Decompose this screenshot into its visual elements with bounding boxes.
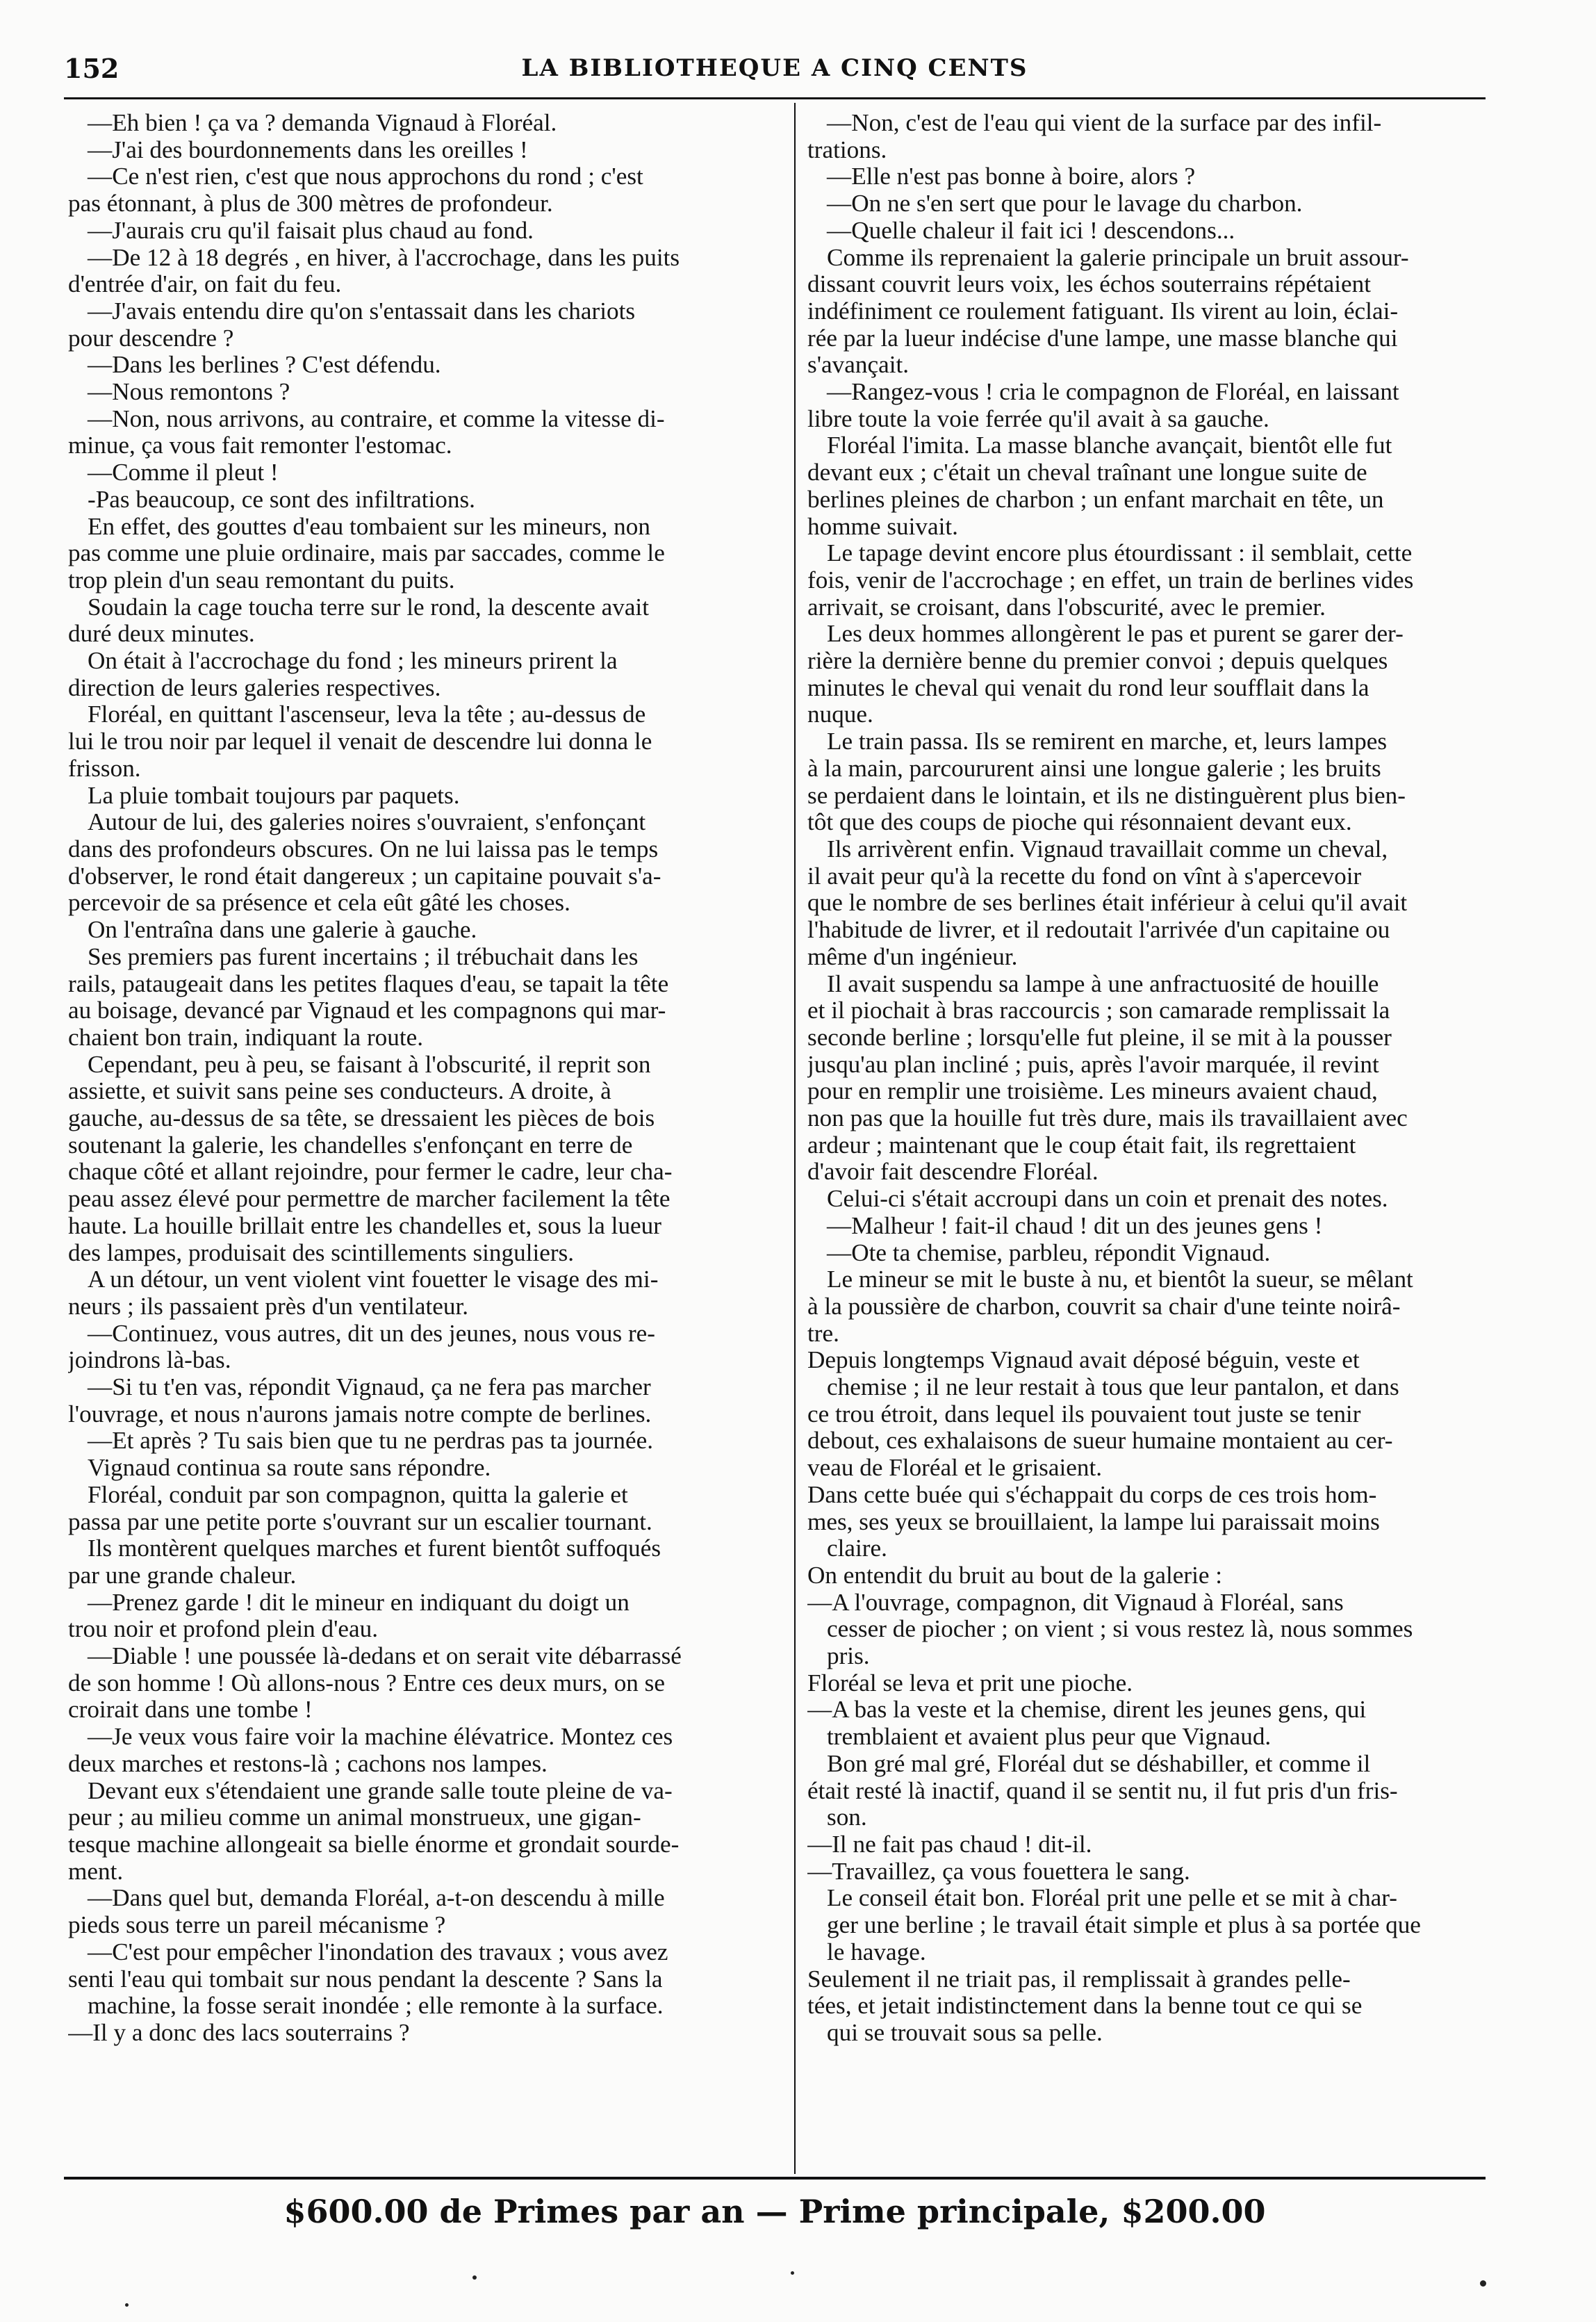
text-line: le havage. (827, 1938, 926, 1965)
text-line: —Continuez, vous autres, dit un des jeunes, nous vous re- (88, 1320, 656, 1347)
right-text-column (807, 110, 1527, 2170)
text-line: l'ouvrage, et nous n'aurons jamais notre compte de berlines. (68, 1400, 652, 1428)
text-line: Les deux hommes allongèrent le pas et purent se garer der- (827, 621, 1404, 648)
text-line: ment. (68, 1858, 124, 1885)
text-line: chaient bon train, indiquant la route. (68, 1024, 424, 1051)
text-line: tôt que des coups de pioche qui résonnaient devant eux. (807, 809, 1352, 836)
text-line: Vignaud continua sa route sans répondre. (88, 1455, 491, 1482)
text-line: chemise ; il ne leur restait à tous que leur pantalon, et dans (827, 1374, 1399, 1401)
text-line: ce trou étroit, dans lequel ils pouvaient tout juste se tenir (807, 1400, 1361, 1428)
text-line: jusqu'au plan incliné ; puis, après l'avoir marquée, il revint (807, 1051, 1379, 1078)
left-text-column (68, 110, 788, 2170)
text-line: Depuis longtemps Vignaud avait déposé béguin, veste et (807, 1347, 1360, 1374)
text-line: La pluie tombait toujours par paquets. (88, 782, 460, 809)
text-line: dissant couvrit leurs voix, les échos souterrains répétaient (807, 271, 1372, 298)
text-line: Bon gré mal gré, Floréal dut se déshabiller, et comme il (827, 1750, 1371, 1777)
text-line: même d'un ingénieur. (807, 943, 1018, 970)
text-line: —Dans les berlines ? C'est défendu. (88, 352, 441, 379)
text-line: —Non, c'est de l'eau qui vient de la surface par des infil- (827, 110, 1382, 136)
text-line: pas comme une pluie ordinaire, mais par saccades, comme le (68, 540, 665, 567)
text-line: de son homme ! Où allons-nous ? Entre ces deux murs, on se (68, 1669, 665, 1696)
text-line: passa par une petite porte s'ouvrant sur un escalier tournant. (68, 1508, 652, 1535)
text-line: -Pas beaucoup, ce sont des infiltrations. (88, 486, 475, 513)
text-line: frisson. (68, 755, 141, 782)
text-line: Dans cette buée qui s'échappait du corps de ces trois hom- (807, 1481, 1377, 1508)
text-line: —Dans quel but, demanda Floréal, a-t-on descendu à mille (88, 1885, 665, 1912)
text-line: libre toute la voie ferrée qu'il avait à sa gauche. (807, 405, 1269, 432)
text-line: d'avoir fait descendre Floréal. (807, 1159, 1099, 1186)
text-line: que le nombre de ses berlines était inférieur à celui qu'il avait (807, 890, 1408, 917)
text-line: joindrons là-bas. (68, 1347, 231, 1374)
text-line: —Et après ? Tu sais bien que tu ne perdras pas ta journée. (88, 1428, 654, 1455)
text-line: Il avait suspendu sa lampe à une anfractuosité de houille (827, 970, 1379, 997)
text-line: Devant eux s'étendaient une grande salle toute pleine de va- (88, 1777, 673, 1804)
text-line: ger une berline ; le travail était simple et plus à sa portée que (827, 1912, 1421, 1939)
text-line: dans des profondeurs obscures. On ne lui laissa pas le temps (68, 835, 659, 862)
text-line: pour en remplir une troisième. Les mineurs avaient chaud, (807, 1078, 1378, 1105)
text-line: minue, ça vous fait remonter l'estomac. (68, 432, 452, 459)
text-line: l'habitude de livrer, et il redoutait l'arrivée d'un capitaine ou (807, 917, 1390, 944)
print-speck (1480, 2280, 1486, 2287)
text-line: trop plein d'un seau remontant du puits. (68, 566, 455, 594)
text-line: devant eux ; c'était un cheval traînant une longue suite de (807, 459, 1367, 487)
footer-rule (64, 2177, 1486, 2180)
text-line: machine, la fosse serait inondée ; elle remonte à la surface. (88, 1993, 664, 2020)
text-line: se perdaient dans le lointain, et ils ne distinguèrent plus bien- (807, 782, 1406, 809)
text-line: cesser de piocher ; on vient ; si vous restez là, nous sommes (827, 1616, 1413, 1643)
text-line: On l'entraîna dans une galerie à gauche. (88, 917, 477, 944)
text-line: arrivait, se croisant, dans l'obscurité, avec le premier. (807, 594, 1326, 621)
text-line: indéfiniment ce roulement fatiguant. Ils virent au loin, éclai- (807, 297, 1399, 325)
text-line: au boisage, devancé par Vignaud et les compagnons qui mar- (68, 997, 666, 1024)
text-line: Ses premiers pas furent incertains ; il trébuchait dans les (88, 943, 639, 970)
text-line: —J'avais entendu dire qu'on s'entassait dans les chariots (88, 297, 636, 325)
text-line: tées, et jetait indistinctement dans la benne tout ce qui se (807, 1993, 1363, 2020)
text-line: —Il y a donc des lacs souterrains ? (68, 2019, 410, 2046)
text-line: —Eh bien ! ça va ? demanda Vignaud à Floréal. (88, 110, 557, 136)
text-line: minutes le cheval qui venait du rond leur soufflait dans la (807, 674, 1369, 701)
text-line: —Elle n'est pas bonne à boire, alors ? (827, 163, 1196, 190)
text-line: —Quelle chaleur il fait ici ! descendons... (827, 217, 1235, 244)
text-line: duré deux minutes. (68, 621, 255, 648)
text-line: qui se trouvait sous sa pelle. (827, 2019, 1103, 2046)
text-line: pour descendre ? (68, 325, 234, 352)
text-line: —Ce n'est rien, c'est que nous approchons du rond ; c'est (88, 163, 643, 190)
text-line: —Si tu t'en vas, répondit Vignaud, ça ne fera pas marcher (88, 1374, 651, 1401)
text-line: Le mineur se mit le buste à nu, et bientôt la sueur, se mêlant (827, 1266, 1413, 1293)
text-line: Floréal, conduit par son compagnon, quitta la galerie et (88, 1481, 628, 1508)
text-line: deux marches et restons-là ; cachons nos lampes. (68, 1750, 548, 1777)
text-line: il avait peur qu'à la recette du fond on vînt à s'apercevoir (807, 862, 1362, 890)
text-line: pas étonnant, à plus de 300 mètres de profondeur. (68, 190, 553, 218)
text-line: à la main, parcoururent ainsi une longue galerie ; les bruits (807, 755, 1381, 782)
text-line: Floréal, en quittant l'ascenseur, leva la tête ; au-dessus de (88, 701, 646, 728)
text-line: Floréal l'imita. La masse blanche avançait, bientôt elle fut (827, 432, 1392, 459)
text-line: rails, pataugeait dans les petites flaques d'eau, se tapait la tête (68, 970, 669, 997)
text-line: croirait dans une tombe ! (68, 1696, 313, 1724)
page-header (64, 50, 1486, 96)
header-rule (64, 97, 1486, 99)
text-line: d'entrée d'air, on fait du feu. (68, 271, 342, 298)
text-line: —C'est pour empêcher l'inondation des travaux ; vous avez (88, 1938, 668, 1965)
text-line: soutenant la galerie, les chandelles s'enfonçant en terre de (68, 1131, 633, 1159)
column-divider (794, 103, 796, 2174)
text-line: seconde berline ; lorsqu'elle fut pleine, il se mit à la pousser (807, 1024, 1392, 1051)
text-line: tremblaient et avaient plus peur que Vignaud. (827, 1724, 1272, 1751)
text-line: Le conseil était bon. Floréal prit une pelle et se mit à char- (827, 1885, 1398, 1912)
text-line: En effet, des gouttes d'eau tombaient sur les mineurs, non (88, 513, 650, 540)
text-line: —Rangez-vous ! cria le compagnon de Floréal, en laissant (827, 379, 1399, 406)
text-line: —Diable ! une poussée là-dedans et on serait vite débarrassé (88, 1643, 682, 1670)
text-line: percevoir de sa présence et cela eût gâté les choses. (68, 890, 570, 917)
text-line: pieds sous terre un pareil mécanisme ? (68, 1912, 446, 1939)
text-line: —J'aurais cru qu'il faisait plus chaud au fond. (88, 217, 534, 244)
text-line: senti l'eau qui tombait sur nous pendant la descente ? Sans la (68, 1965, 663, 1993)
text-line: ardeur ; maintenant que le coup était fait, ils regrettaient (807, 1131, 1356, 1159)
text-line: —Nous remontons ? (88, 379, 290, 406)
text-line: gauche, au-dessus de sa tête, se dressaient les pièces de bois (68, 1105, 655, 1132)
text-line: rée par la lueur indécise d'une lampe, une masse blanche qui (807, 325, 1398, 352)
text-line: des lampes, produisait des scintillements singuliers. (68, 1239, 575, 1266)
text-line: tesque machine allongeait sa bielle énorme et grondait sourde- (68, 1831, 680, 1858)
text-line: et il piochait à bras raccourcis ; son camarade remplissait la (807, 997, 1390, 1024)
text-line: A un détour, un vent violent vint fouetter le visage des mi- (88, 1266, 659, 1293)
print-speck (125, 2303, 129, 2307)
text-line: —On ne s'en sert que pour le lavage du charbon. (827, 190, 1303, 218)
text-line: Soudain la cage toucha terre sur le rond, la descente avait (88, 594, 649, 621)
text-line: mes, ses yeux se brouillaient, la lampe lui paraissait moins (807, 1508, 1380, 1535)
text-line: haute. La houille brillait entre les chandelles et, sous la lueur (68, 1212, 661, 1239)
text-line: —Non, nous arrivons, au contraire, et comme la vitesse di- (88, 405, 665, 432)
text-line: fois, venir de l'accrochage ; en effet, un train de berlines vides (807, 566, 1414, 594)
text-line: assiette, et suivit sans peine ses conducteurs. A droite, à (68, 1078, 611, 1105)
print-speck (791, 2271, 794, 2275)
text-line: Comme ils reprenaient la galerie principale un bruit assour- (827, 244, 1409, 271)
page-number: 152 (64, 53, 120, 84)
text-line: par une grande chaleur. (68, 1562, 297, 1589)
text-line: —Comme il pleut ! (88, 459, 279, 487)
text-line: Autour de lui, des galeries noires s'ouvraient, s'enfonçant (88, 809, 646, 836)
text-line: chaque côté et allant rejoindre, pour fermer le cadre, leur cha- (68, 1159, 673, 1186)
text-line: à la poussière de charbon, couvrit sa chair d'une teinte noirâ- (807, 1293, 1401, 1320)
text-line: direction de leurs galeries respectives. (68, 674, 441, 701)
text-line: —Ote ta chemise, parbleu, répondit Vignaud. (827, 1239, 1271, 1266)
text-line: Floréal se leva et prit une pioche. (807, 1669, 1133, 1696)
text-line: —Malheur ! fait-il chaud ! dit un des jeunes gens ! (827, 1212, 1323, 1239)
text-line: Ils montèrent quelques marches et furent bientôt suffoqués (88, 1535, 661, 1562)
running-title: LA BIBLIOTHEQUE A CINQ CENTS (521, 54, 1028, 82)
footer-banner: $600.00 de Primes par an — Prime principale, $200.00 (283, 2193, 1266, 2230)
text-line: son. (827, 1804, 867, 1831)
text-line: —A l'ouvrage, compagnon, dit Vignaud à Floréal, sans (807, 1589, 1344, 1616)
text-line: homme suivait. (807, 513, 958, 540)
text-line: Le train passa. Ils se remirent en marche, et, leurs lampes (827, 728, 1388, 755)
text-line: pris. (827, 1643, 870, 1670)
text-line: trations. (807, 136, 887, 163)
text-line: veau de Floréal et le grisaient. (807, 1455, 1103, 1482)
text-line: lui le trou noir par lequel il venait de descendre lui donna le (68, 728, 652, 755)
text-line: claire. (827, 1535, 887, 1562)
text-line: —De 12 à 18 degrés , en hiver, à l'accrochage, dans les puits (88, 244, 680, 271)
text-line: trou noir et profond plein d'eau. (68, 1616, 379, 1643)
text-line: d'observer, le rond était dangereux ; un capitaine pouvait s'a- (68, 862, 661, 890)
text-line: —J'ai des bourdonnements dans les oreilles ! (88, 136, 528, 163)
print-speck (472, 2275, 477, 2280)
text-line: était resté là inactif, quand il se sentit nu, il fut pris d'un fris- (807, 1777, 1398, 1804)
text-line: berlines pleines de charbon ; un enfant marchait en tête, un (807, 486, 1384, 513)
text-line: —Prenez garde ! dit le mineur en indiquant du doigt un (88, 1589, 630, 1616)
text-line: —Il ne fait pas chaud ! dit-il. (807, 1831, 1092, 1858)
text-line: Ils arrivèrent enfin. Vignaud travaillait comme un cheval, (827, 835, 1388, 862)
text-line: non pas que la houille fut très dure, mais ils travaillaient avec (807, 1105, 1408, 1132)
text-line: peau assez élevé pour permettre de marcher facilement la tête (68, 1186, 671, 1213)
text-line: —A bas la veste et la chemise, dirent les jeunes gens, qui (807, 1696, 1367, 1724)
text-line: tre. (807, 1320, 839, 1347)
text-line: Seulement il ne triait pas, il remplissait à grandes pelle- (807, 1965, 1351, 1993)
text-line: On était à l'accrochage du fond ; les mineurs prirent la (88, 648, 618, 675)
text-line: s'avançait. (807, 352, 910, 379)
text-line: Le tapage devint encore plus étourdissant : il semblait, cette (827, 540, 1413, 567)
text-line: —Je veux vous faire voir la machine élévatrice. Montez ces (88, 1724, 673, 1751)
text-line: Cependant, peu à peu, se faisant à l'obscurité, il reprit son (88, 1051, 651, 1078)
text-line: rière la dernière benne du premier convoi ; depuis quelques (807, 648, 1388, 675)
text-line: nuque. (807, 701, 873, 728)
text-line: On entendit du bruit au bout de la galerie : (807, 1562, 1223, 1589)
text-line: debout, ces exhalaisons de sueur humaine montaient au cer- (807, 1428, 1393, 1455)
text-line: —Travaillez, ça vous fouettera le sang. (807, 1858, 1190, 1885)
text-line: neurs ; ils passaient près d'un ventilateur. (68, 1293, 469, 1320)
text-line: Celui-ci s'était accroupi dans un coin et prenait des notes. (827, 1186, 1388, 1213)
text-line: peur ; au milieu comme un animal monstrueux, une gigan- (68, 1804, 641, 1831)
